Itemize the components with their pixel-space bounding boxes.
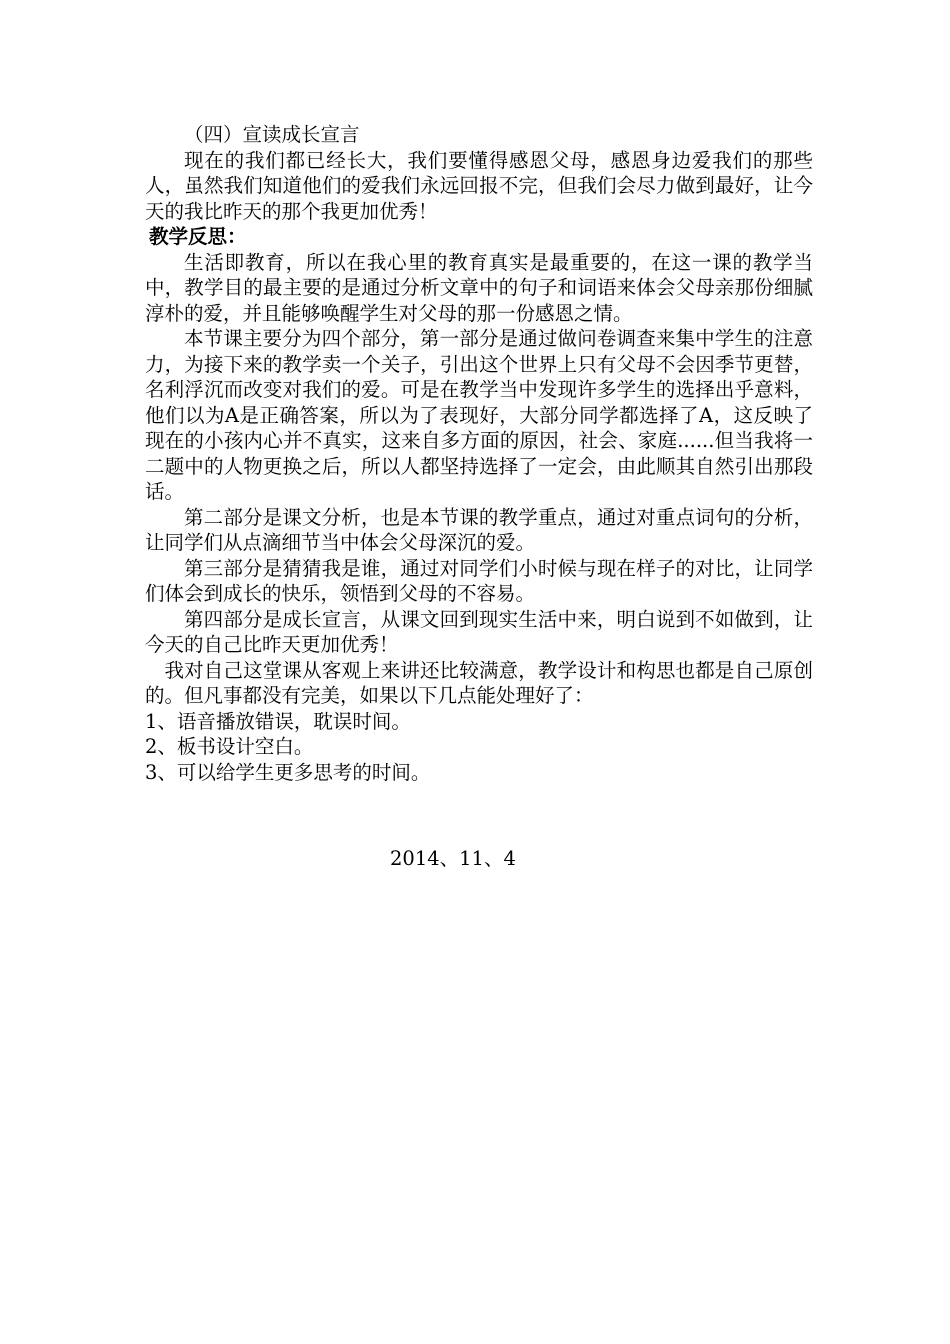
reflection-paragraph-3: 第二部分是课文分析，也是本节课的教学重点，通过对重点词句的分析，让同学们从点滴细节当中体会父母深沉的爱。 — [145, 505, 813, 554]
document-date: 2014、11、4 — [390, 847, 516, 870]
summary-paragraph: 我对自己这堂课从客观上来讲还比较满意，教学设计和构思也都是自己原创的。但凡事都没有完美，如果以下几点能处理好了： — [145, 658, 813, 707]
section-title: （四）宣读成长宣言 — [184, 123, 360, 146]
list-item-3: 3、可以给学生更多思考的时间。 — [145, 760, 431, 784]
reflection-paragraph-1: 生活即教育，所以在我心里的教育真实是最重要的，在这一课的教学当中，教学目的最主要的是通过分析文章中的句子和词语来体会父母亲那份细腻淳朴的爱，并且能够唤醒学生对父母的那一份感恩之情。 — [145, 250, 813, 325]
list-item-1: 1、语音播放错误，耽误时间。 — [145, 709, 411, 733]
intro-paragraph: 现在的我们都已经长大，我们要懂得感恩父母，感恩身边爱我们的那些人，虽然我们知道他们的爱我们永远回报不完，但我们会尽力做到最好，让今天的我比昨天的那个我更加优秀！ — [145, 148, 813, 223]
list-item-2: 2、板书设计空白。 — [145, 735, 314, 758]
reflection-paragraph-4: 第三部分是猜猜我是谁，通过对同学们小时候与现在样子的对比，让同学们体会到成长的快乐，领悟到父母的不容易。 — [145, 556, 813, 605]
reflection-paragraph-5: 第四部分是成长宣言，从课文回到现实生活中来，明白说到不如做到，让今天的自己比昨天更加优秀！ — [145, 607, 813, 656]
reflection-paragraph-2: 本节课主要分为四个部分，第一部分是通过做问卷调查来集中学生的注意力，为接下来的教学卖一个关子，引出这个世界上只有父母不会因季节更替，名利浮沉而改变对我们的爱。可是在教学当中发现许多学生的选择出乎意料，他们以为A是正确答案，所以为了表现好，大部分同学都选择了A，这反映了现在的小孩内心并不真实，这来自多方面的原因，社会、家庭......但当我将一二题中的人物更换之后，所以人都坚持选择了一定会，由此顺其自然引出那段话。 — [145, 327, 813, 503]
reflection-heading: 教学反思： — [149, 225, 247, 248]
document-body — [145, 122, 813, 785]
